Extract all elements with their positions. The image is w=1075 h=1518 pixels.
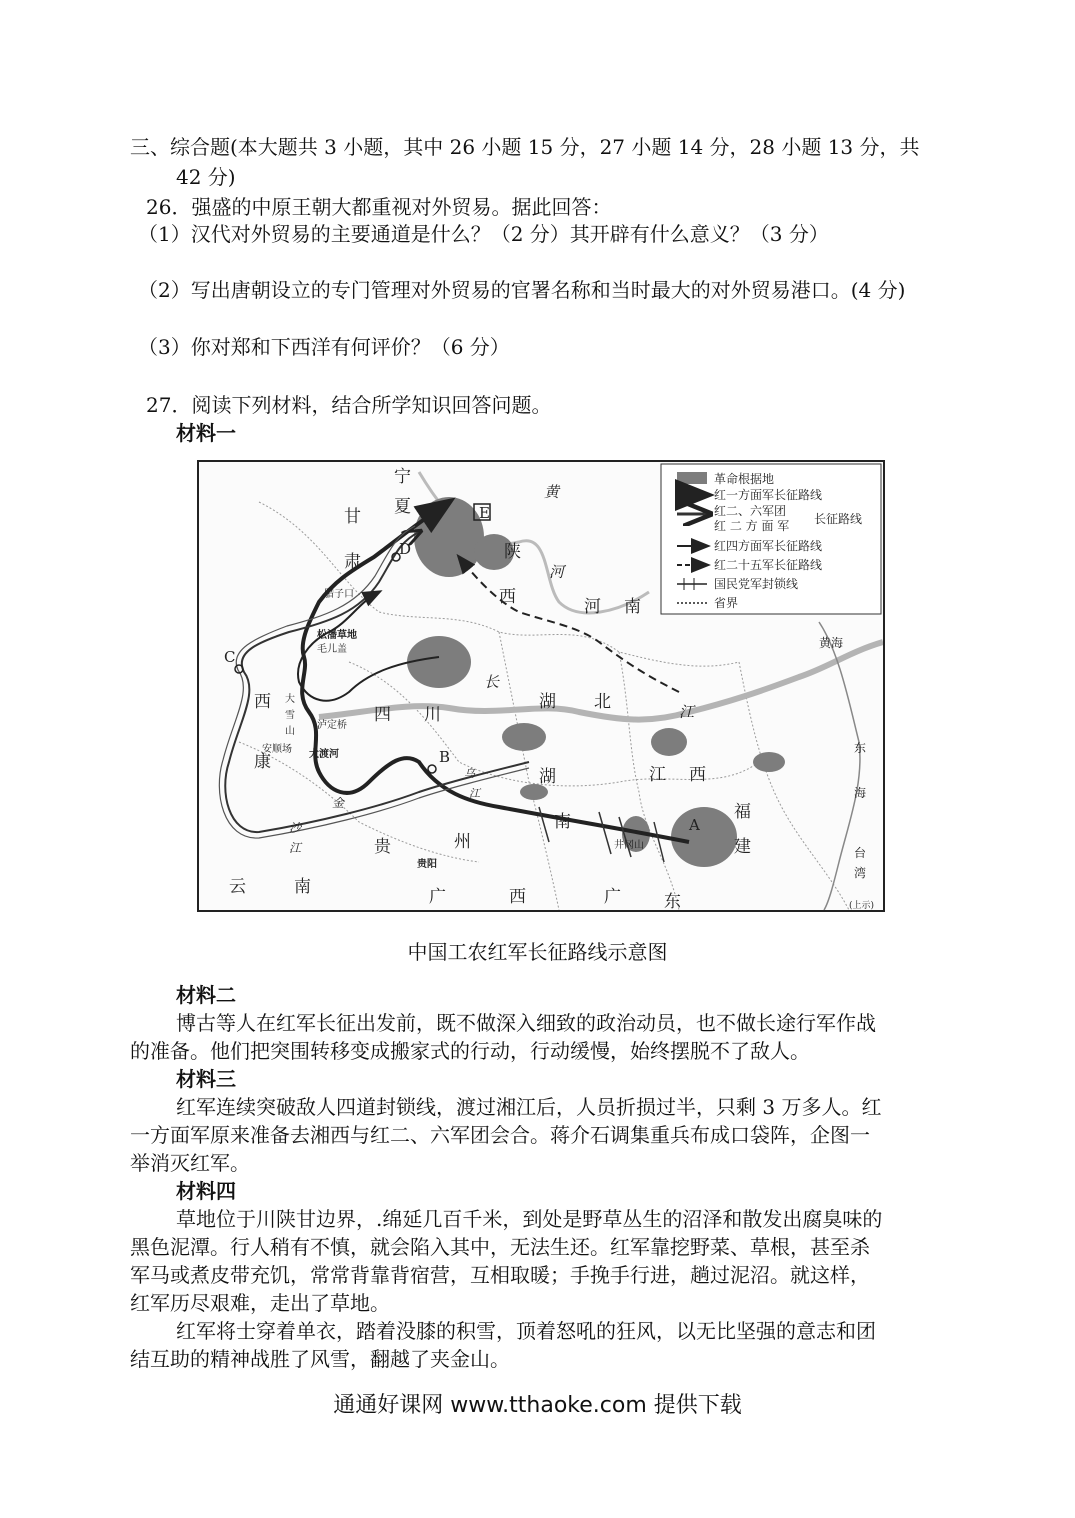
legend-border: 省界 [714, 596, 739, 610]
place-luding: 泸定桥 [317, 720, 347, 731]
label-xi2: 西 [689, 765, 706, 785]
label-fu: 福 [734, 802, 751, 822]
material-1-title: 材料一 [176, 421, 236, 445]
place-jinggangkou: 井冈山 [614, 840, 644, 851]
sea-labels [819, 636, 866, 880]
label-chang: 长 [484, 673, 500, 691]
label-huang: 黄 [544, 483, 560, 501]
label-xia: 夏 [394, 497, 411, 517]
label-su: 肃 [344, 552, 361, 572]
map-legend [661, 464, 881, 614]
label-wu: 乌 [464, 767, 475, 780]
point-d: D [399, 540, 412, 558]
label-zhou: 州 [454, 832, 471, 852]
point-e: E [479, 504, 490, 522]
map-caption: 中国工农红军长征路线示意图 [407, 940, 668, 964]
material-3-line3: 举消灭红军。 [130, 1151, 250, 1175]
label-jiang-jinsha: 江 [289, 841, 302, 855]
label-nan2: 南 [554, 812, 571, 832]
place-maoergai: 毛儿盖 [317, 644, 347, 655]
material-2-line1: 博古等人在红军长征出发前，既不做深入细致的政治动员，也不做长途行军作战 [176, 1011, 876, 1035]
label-kang: 康 [254, 752, 271, 772]
map-svg [199, 462, 883, 910]
material-4-line6: 结互助的精神战胜了风雪，翻越了夹金山。 [130, 1347, 510, 1371]
material-4-line5: 红军将士穿着单衣，踏着没膝的积雪，顶着怒吼的狂风，以无比坚强的意志和团 [176, 1319, 876, 1343]
place-labels [262, 587, 874, 910]
route-25th-army [459, 557, 679, 692]
label-bei: 北 [594, 692, 611, 712]
legend-25th-army: 红二十五军长征路线 [714, 558, 823, 572]
section-heading-line2: 42 分) [176, 165, 236, 189]
route-second-sixth-corps-outer [219, 526, 529, 838]
material-4-title: 材料四 [176, 1179, 236, 1203]
legend-second-front: 红 二 方 面 军 [714, 519, 790, 533]
q26-part2: （2）写出唐朝设立的专门管理对外贸易的官署名称和当时最大的对外贸易港口。(4 分) [138, 278, 906, 302]
label-jin: 金 [332, 796, 345, 810]
label-si: 四 [374, 705, 391, 725]
label-hu: 湖 [539, 692, 556, 712]
label-yun: 云 [229, 877, 246, 897]
q26-part1: （1）汉代对外贸易的主要通道是什么？（2 分）其开辟有什么意义？（3 分） [138, 222, 829, 246]
label-wujiang: 江 [469, 787, 480, 800]
place-note: (上示) [849, 901, 875, 910]
q26-stem: 26．强盛的中原王朝大都重视对外贸易。据此回答： [146, 195, 612, 219]
place-da: 大 [285, 694, 295, 705]
label-nan: 南 [624, 597, 641, 617]
material-2-line2: 的准备。他们把突围转移变成搬家式的行动，行动缓慢，始终摆脱不了敌人。 [130, 1039, 810, 1063]
place-daduhe: 大渡河 [309, 749, 339, 760]
label-xi3: 西 [509, 887, 526, 907]
material-4-line4: 红军历尽艰难，走出了草地。 [130, 1291, 390, 1315]
base-xiangexi [502, 723, 546, 751]
footer-download-note: 通通好课网 www.tthaoke.com 提供下载 [333, 1393, 742, 1418]
section-heading-line1: 三、综合题(本大题共 3 小题，其中 26 小题 15 分，27 小题 14 分，28 小题 13 分，共 [130, 135, 920, 159]
place-shan: 山 [285, 726, 295, 737]
point-c: C [224, 648, 236, 666]
legend-blockade: 国民党军封锁线 [714, 577, 799, 591]
label-shaan: 陕 [504, 542, 521, 562]
base-minzhegan [753, 752, 785, 772]
label-guang: 广 [429, 887, 446, 907]
label-dong: 东 [664, 892, 681, 910]
label-ning: 宁 [394, 467, 411, 487]
legend-fourth-front: 红四方面军长征路线 [714, 539, 823, 553]
label-gan: 甘 [344, 507, 361, 527]
label-sha: 沙 [289, 821, 302, 835]
material-3-title: 材料三 [176, 1067, 236, 1091]
label-jiang: 江 [649, 765, 666, 785]
place-songpan: 松潘草地 [317, 630, 357, 641]
q26-part3: （3）你对郑和下西洋有何评价？（6 分） [138, 335, 510, 359]
legend-base: 革命根据地 [714, 472, 775, 486]
q27-stem: 27．阅读下列材料，结合所学知识回答问题。 [146, 393, 552, 417]
material-3-line1: 红军连续突破敌人四道封锁线，渡过湘江后，人员折损过半，只剩 3 万多人。红 [176, 1095, 882, 1119]
label-jian: 建 [734, 837, 751, 857]
legend-second-sixth: 红二、六军团 [714, 504, 787, 518]
label-guang2: 广 [604, 887, 621, 907]
legend-first-front: 红一方面军长征路线 [714, 488, 823, 502]
place-lazikou: 腊子口 [324, 589, 354, 600]
material-4-line3: 军马或煮皮带充饥，常常背靠背宿营，互相取暖；手挽手行进，趟过泥沼。就这样， [130, 1263, 870, 1287]
material-4-line2: 黑色泥潭。行人稍有不慎，就会陷入其中，无法生还。红军靠挖野菜、草根，甚至杀 [130, 1235, 870, 1259]
label-xi: 西 [499, 587, 516, 607]
material-4-line1: 草地位于川陕甘边界，.绵延几百千米，到处是野草丛生的沼泽和散发出腐臭味的 [176, 1207, 883, 1231]
material-2-title: 材料二 [176, 983, 236, 1007]
label-chuan: 川 [424, 705, 441, 725]
label-xi4: 西 [254, 692, 271, 712]
label-hai: 海 [854, 786, 867, 800]
point-a: A [689, 816, 700, 834]
label-nan3: 南 [294, 877, 311, 897]
material-3-line2: 一方面军原来准备去湘西与红二、六军团会合。蒋介石调集重兵布成口袋阵，企图一 [130, 1123, 870, 1147]
base-xianggan [651, 728, 687, 756]
label-tai: 台 [854, 846, 867, 860]
legend-route-suffix: 长征路线 [814, 512, 863, 526]
label-he-river: 河 [549, 563, 565, 581]
label-dong-sea: 东 [854, 741, 867, 755]
place-xue: 雪 [285, 710, 295, 721]
label-huanghai: 黄海 [819, 636, 844, 650]
long-march-map [197, 460, 885, 912]
label-wan: 湾 [854, 866, 867, 880]
base-chuanshan [407, 636, 471, 688]
label-jiang-river: 江 [679, 703, 695, 721]
place-guiyang: 贵阳 [417, 859, 437, 870]
base-central-soviet [671, 807, 737, 867]
label-he: 河 [584, 597, 601, 617]
label-hu2: 湖 [539, 767, 556, 787]
label-gui: 贵 [374, 837, 391, 857]
point-b: B [439, 748, 451, 766]
place-anshunchang: 安顺场 [262, 744, 292, 755]
